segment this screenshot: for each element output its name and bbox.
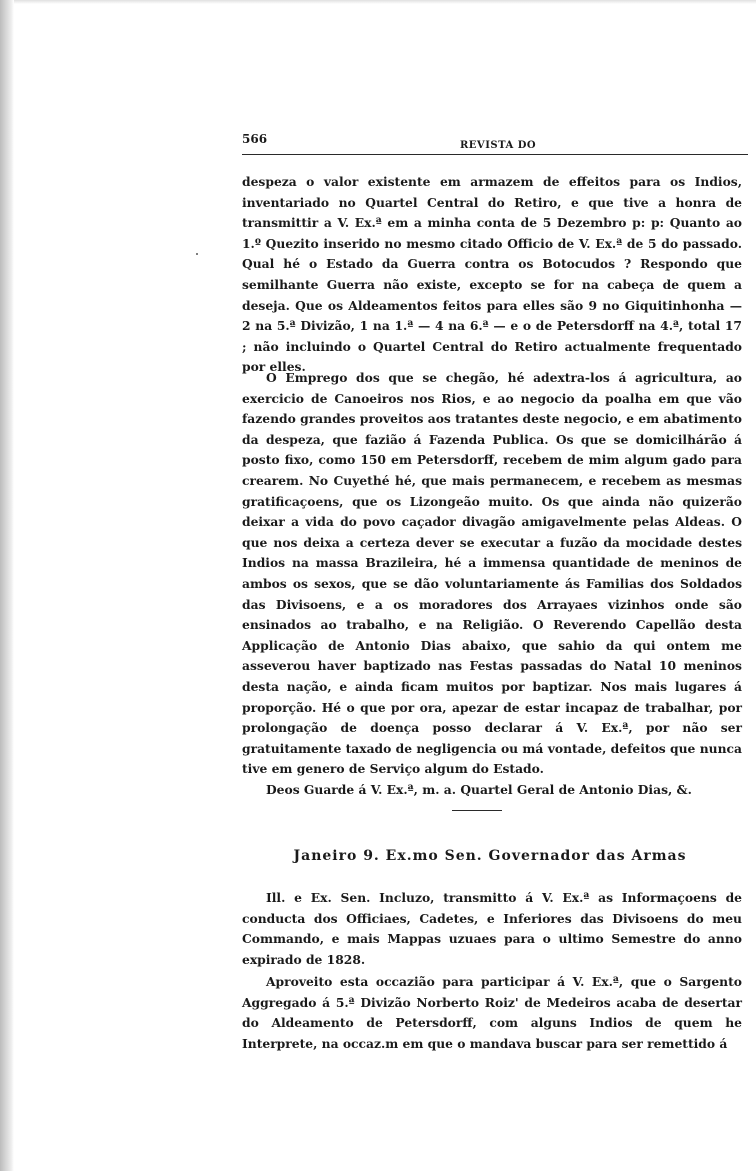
header-rule bbox=[242, 154, 748, 155]
letter-heading: Janeiro 9. Ex.mo Sen. Governador das Armas bbox=[293, 848, 687, 864]
paragraph-employment: O Emprego dos que se chegão, hé adextra-los á agricultura, ao exercicio de Canoeiros nos Rios, e ao negocio da poalha em que vão fazendo grandes proveitos aos tratantes deste negocio, e em abatimento da despeza, que fazião á Fazenda Publica. Os que se domicilhárão á posto fixo, como 150 em Petersdorff, recebem de mim algum gado para crearem. No Cuyethé hé, que mais permanecem, e recebem as mesmas gratificaçoens, que os Lizongeão muito. Os que ainda não quizerão deixar a vida do povo caçador divagão amigavelmente pelas Aldeas. O que nos deixa a certeza dever se executar a fuzão da mocidade destes Indios na massa Brazileira, hé a immensa quantidade de meninos de ambos os sexos, que se dão voluntariamente ás Familias dos Soldados das Divisoens, e a os moradores dos Arrayaes vizinhos onde são ensinados ao trabalho, e na Religião. O Reverendo Capellão desta Applicação de Antonio Dias abaixo, que sahio da qui ontem me asseverou haver baptizado nas Festas passadas do Natal 10 meninos desta nação, e ainda ficam muitos por baptizar. Nos mais lugares á proporção. Hé o que por ora, apezar de estar incapaz de trabalhar, por prolongação de doença posso declarar á V. Ex.ª, por não ser gratuitamente taxado de negligencia ou má vontade, defeitos que nunca tive em genero de Serviço algum do Estado. bbox=[242, 370, 742, 777]
paragraph-letter-opening: Ill. e Ex. Sen. Incluzo, transmitto á V. Ex.ª as Informaçoens de conducta dos Officiaes, Cadetes, e Inferiores das Divisoens do meu Commando, e mais Mappas uzuaes para o ultimo Semestre do anno expirado de 1828. bbox=[242, 890, 742, 967]
text-block-employment bbox=[242, 368, 742, 800]
paragraph-continuation: despeza o valor existente em armazem de effeitos para os Indios, inventariado no Quartel Central do Retiro, e que tive a honra de transmittir a V. Ex.ª em a minha conta de 5 Dezembro p: p: Quanto ao 1.º Quezito inserido no mesmo citado Officio de V. Ex.ª de 5 do passado. Qual hé o Estado da Guerra contra os Botocudos ? Respondo que semilhante Guerra não existe, excepto se for na cabeça de quem a deseja. Que os Aldeamentos feitos para elles são 9 no Giquitinhonha — 2 na 5.ª Divizão, 1 na 1.ª — 4 na 6.ª — e o de Petersdorff na 4.ª, total 17 ; não incluindo o Quartel Central do Retiro actualmente frequentado por elles. bbox=[242, 174, 742, 375]
running-head: REVISTA DO bbox=[460, 140, 537, 151]
paragraph-desertion: Aproveito esta occazião para participar á V. Ex.ª, que o Sargento Aggregado á 5.ª Divizão Norberto Roiz' de Medeiros acaba de desertar do Aldeamento de Petersdorff, com alguns Indios de quem he Interprete, na occaz.m em que o mandava buscar para ser remettido á bbox=[242, 974, 742, 1051]
scan-top-edge bbox=[14, 0, 756, 4]
text-block-letter-opening bbox=[242, 888, 742, 970]
text-block-continuation bbox=[242, 172, 742, 378]
scan-gutter-edge bbox=[0, 0, 14, 1171]
margin-speck bbox=[196, 253, 198, 255]
paragraph-closing: Deos Guarde á V. Ex.ª, m. a. Quartel Geral de Antonio Dias, &. bbox=[266, 781, 692, 797]
page-number: 566 bbox=[242, 132, 268, 146]
section-divider bbox=[452, 810, 502, 811]
text-block-desertion bbox=[242, 972, 742, 1054]
